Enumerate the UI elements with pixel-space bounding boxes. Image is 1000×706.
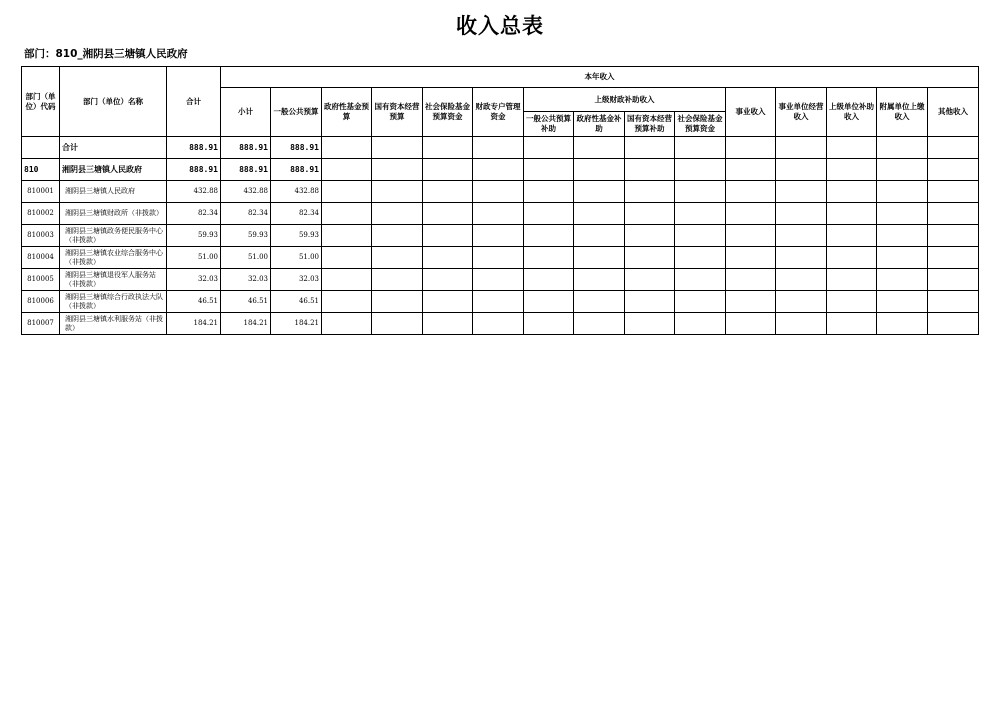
report-title: 收入总表 bbox=[456, 14, 544, 38]
cell-general: 432.88 bbox=[271, 181, 322, 203]
cell-total: 888.91 bbox=[167, 159, 221, 181]
cell-subtotal: 184.21 bbox=[221, 313, 271, 335]
header-current-year-income: 本年收入 bbox=[221, 67, 979, 88]
cell-subtotal: 32.03 bbox=[221, 269, 271, 291]
cell-code: 810007 bbox=[22, 313, 60, 335]
cell-subtotal: 46.51 bbox=[221, 291, 271, 313]
cell-code: 810003 bbox=[22, 225, 60, 247]
cell-name: 湘阴县三塘镇政务便民服务中心（非拨款） bbox=[60, 225, 167, 247]
header-general-budget: 一般公共预算 bbox=[271, 88, 322, 137]
cell-subtotal: 59.93 bbox=[221, 225, 271, 247]
header-gov-fund-budget: 政府性基金预算 bbox=[322, 88, 372, 137]
header-code: 部门（单位）代码 bbox=[22, 67, 60, 137]
table-row bbox=[22, 291, 979, 313]
table-row bbox=[22, 313, 979, 335]
table-row bbox=[22, 269, 979, 291]
header-sub-state-capital: 国有资本经营预算补助 bbox=[625, 112, 675, 137]
cell-general: 32.03 bbox=[271, 269, 322, 291]
cell-total: 32.03 bbox=[167, 269, 221, 291]
header-superior-subsidy: 上级财政补助收入 bbox=[524, 88, 726, 112]
header-total: 合计 bbox=[167, 67, 221, 137]
cell-subtotal: 82.34 bbox=[221, 203, 271, 225]
header-superior-unit-subsidy: 上级单位补助收入 bbox=[827, 88, 877, 137]
table-row bbox=[22, 203, 979, 225]
header-sub-general: 一般公共预算补助 bbox=[524, 112, 574, 137]
cell-subtotal: 432.88 bbox=[221, 181, 271, 203]
cell-name: 湘阴县三塘镇人民政府 bbox=[60, 181, 167, 203]
cell-name: 湘阴县三塘镇人民政府 bbox=[60, 159, 167, 181]
header-social-insurance-fund: 社会保险基金预算资金 bbox=[423, 88, 473, 137]
cell-subtotal: 888.91 bbox=[221, 137, 271, 159]
cell-code: 810004 bbox=[22, 247, 60, 269]
cell-code: 810 bbox=[22, 159, 60, 181]
header-affiliated-unit-payment: 附属单位上缴收入 bbox=[877, 88, 928, 137]
cell-total: 82.34 bbox=[167, 203, 221, 225]
cell-general: 184.21 bbox=[271, 313, 322, 335]
cell-name: 湘阴县三塘镇水利服务站（非拨款） bbox=[60, 313, 167, 335]
header-special-fiscal: 财政专户管理资金 bbox=[473, 88, 524, 137]
cell-code: 810001 bbox=[22, 181, 60, 203]
header-sub-gov-fund: 政府性基金补助 bbox=[574, 112, 625, 137]
cell-total: 46.51 bbox=[167, 291, 221, 313]
cell-name: 湘阴县三塘镇退役军人服务站（非拨款） bbox=[60, 269, 167, 291]
header-subtotal: 小计 bbox=[221, 88, 271, 137]
cell-general: 59.93 bbox=[271, 225, 322, 247]
header-business-income: 事业收入 bbox=[726, 88, 776, 137]
header-sub-social-insurance: 社会保险基金预算资金 bbox=[675, 112, 726, 137]
header-state-capital-budget: 国有资本经营预算 bbox=[372, 88, 423, 137]
table-row bbox=[22, 181, 979, 203]
header-business-unit-operating: 事业单位经营收入 bbox=[776, 88, 827, 137]
cell-code: 810006 bbox=[22, 291, 60, 313]
cell-total: 184.21 bbox=[167, 313, 221, 335]
cell-name: 湘阴县三塘镇综合行政执法大队（非拨款） bbox=[60, 291, 167, 313]
header-other-income: 其他收入 bbox=[928, 88, 979, 137]
cell-total: 59.93 bbox=[167, 225, 221, 247]
cell-general: 888.91 bbox=[271, 159, 322, 181]
cell-name: 合计 bbox=[60, 137, 167, 159]
cell-name: 湘阴县三塘镇农业综合服务中心（非拨款） bbox=[60, 247, 167, 269]
header-name: 部门（单位）名称 bbox=[60, 67, 167, 137]
cell-name: 湘阴县三塘镇财政所（非拨款） bbox=[60, 203, 167, 225]
department-row bbox=[22, 159, 979, 181]
cell-total: 888.91 bbox=[167, 137, 221, 159]
income-summary-table bbox=[21, 66, 979, 335]
cell-total: 51.00 bbox=[167, 247, 221, 269]
cell-code bbox=[22, 137, 60, 159]
cell-general: 46.51 bbox=[271, 291, 322, 313]
cell-general: 82.34 bbox=[271, 203, 322, 225]
table-row bbox=[22, 225, 979, 247]
cell-subtotal: 888.91 bbox=[221, 159, 271, 181]
total-row bbox=[22, 137, 979, 159]
cell-general: 888.91 bbox=[271, 137, 322, 159]
table-row bbox=[22, 247, 979, 269]
cell-subtotal: 51.00 bbox=[221, 247, 271, 269]
cell-code: 810005 bbox=[22, 269, 60, 291]
department-label: 部门：810_湘阴县三塘镇人民政府 bbox=[24, 48, 188, 60]
cell-code: 810002 bbox=[22, 203, 60, 225]
cell-total: 432.88 bbox=[167, 181, 221, 203]
cell-general: 51.00 bbox=[271, 247, 322, 269]
